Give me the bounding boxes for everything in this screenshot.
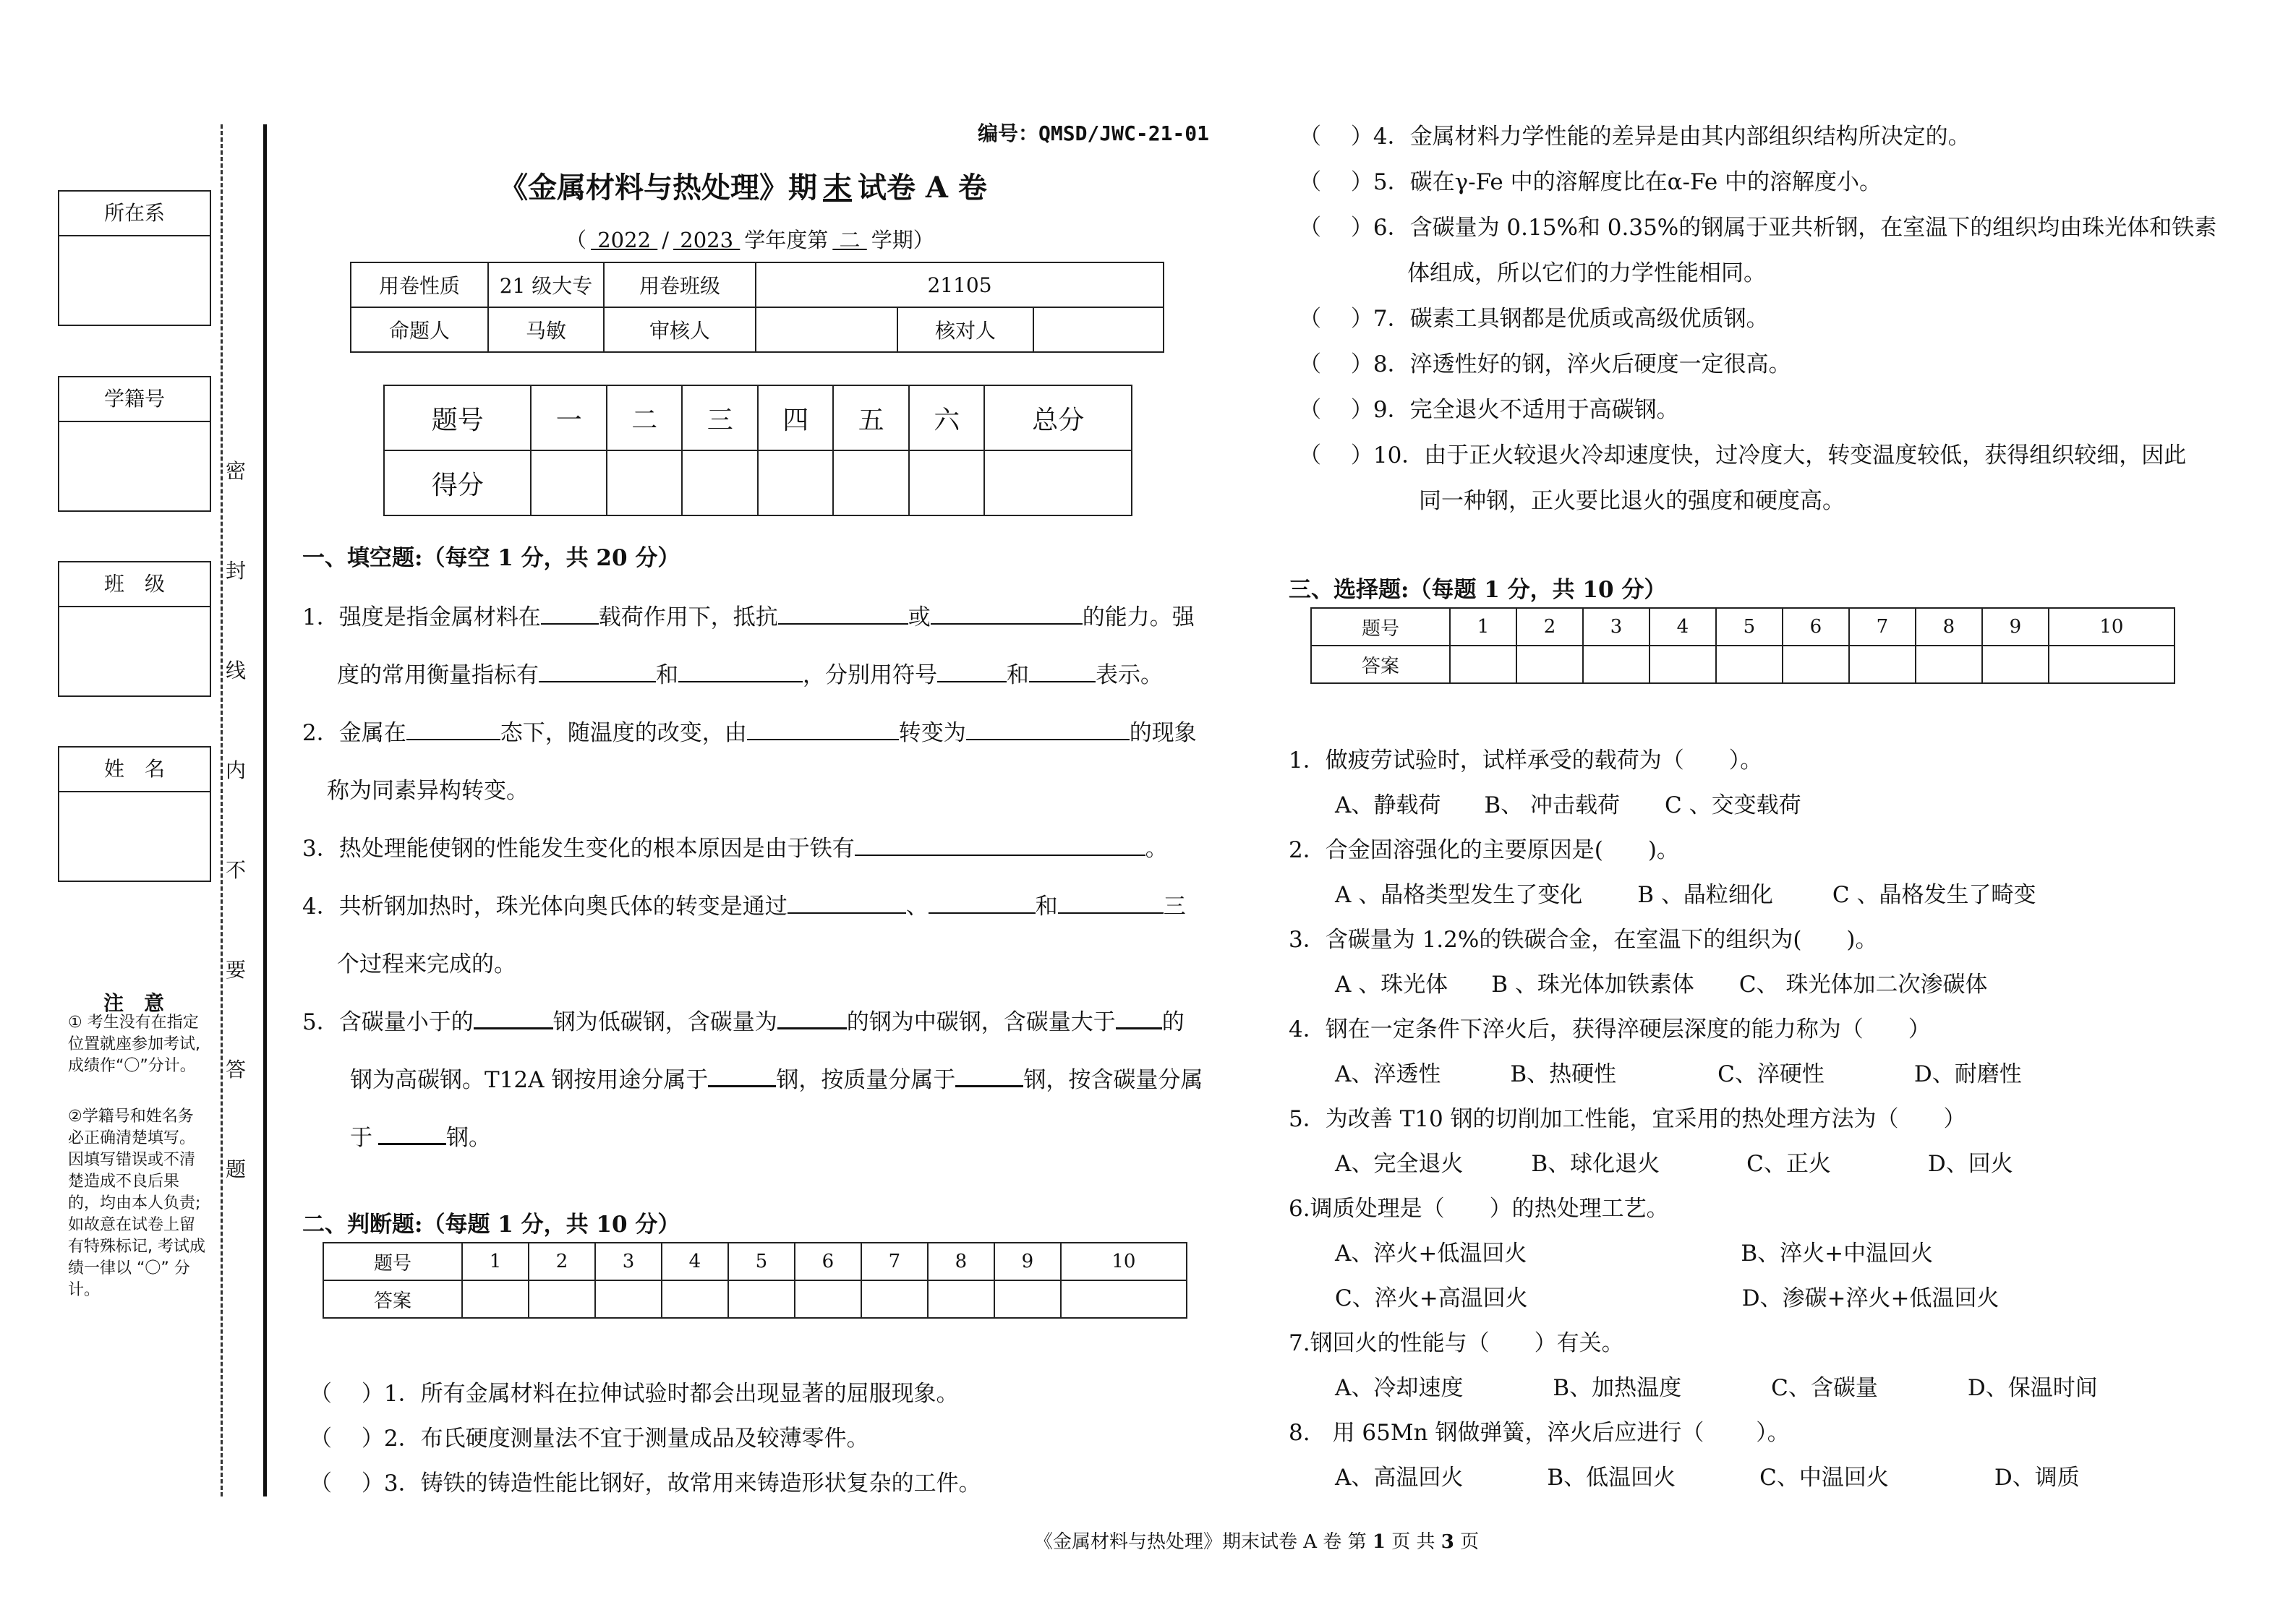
mc-head: 7 bbox=[1849, 608, 1916, 646]
mc-head: 10 bbox=[2049, 608, 2175, 646]
seal-char: 题 bbox=[226, 1157, 247, 1181]
student-id-label: 学籍号 bbox=[59, 377, 210, 422]
blank-field[interactable] bbox=[788, 894, 906, 914]
mc-head: 5 bbox=[1716, 608, 1783, 646]
page-number: 1 bbox=[1372, 1531, 1386, 1553]
tf-head: 6 bbox=[795, 1243, 861, 1280]
info-label: 命题人 bbox=[351, 307, 488, 352]
score-head: 三 bbox=[682, 385, 758, 450]
footer-prefix: 《金属材料与热处理》期末试卷 A 卷 第 bbox=[1034, 1531, 1367, 1553]
tf-head: 3 bbox=[595, 1243, 662, 1280]
tf-answer-cell[interactable] bbox=[795, 1280, 861, 1318]
exam-title bbox=[499, 165, 987, 206]
binding-solid-line bbox=[263, 124, 267, 1496]
year-slash: / bbox=[662, 228, 670, 252]
score-cell[interactable] bbox=[984, 450, 1132, 515]
seal-char: 要 bbox=[226, 958, 247, 982]
mc-answer-label: 答案 bbox=[1311, 646, 1450, 683]
department-label: 所在系 bbox=[59, 192, 210, 236]
tf-item-9: （ ）9．完全退火不适用于高碳钢。 bbox=[1299, 397, 1679, 423]
score-head: 总分 bbox=[984, 385, 1132, 450]
mc-head: 2 bbox=[1516, 608, 1583, 646]
tf-answer-cell[interactable] bbox=[595, 1280, 662, 1318]
score-table bbox=[383, 385, 1132, 516]
q2-line-b: 称为同素异构转变。 bbox=[327, 778, 529, 804]
tf-item-6-cont: 体组成，所以它们的力学性能相同。 bbox=[1407, 260, 1766, 286]
title-suffix: 试卷 A 卷 bbox=[858, 171, 987, 205]
q5-line-a: 5．含碳量小于的 钢为低碳钢，含碳量为 的钢为中碳钢，含碳量大于 的 bbox=[302, 1009, 1185, 1035]
name-label: 姓 名 bbox=[59, 748, 210, 792]
page-footer bbox=[1034, 1527, 1479, 1554]
section-1-title: 一、填空题:（每空 1 分，共 20 分） bbox=[302, 545, 680, 571]
info-label: 用卷性质 bbox=[351, 262, 488, 307]
mc-head: 6 bbox=[1783, 608, 1849, 646]
blank-field[interactable] bbox=[678, 662, 803, 682]
tf-answer-cell[interactable] bbox=[662, 1280, 728, 1318]
score-head: 题号 bbox=[384, 385, 531, 450]
mc-answer-cell[interactable] bbox=[2049, 646, 2175, 683]
tf-head: 4 bbox=[662, 1243, 728, 1280]
mc-answer-cell[interactable] bbox=[1849, 646, 1916, 683]
tf-item-3: （ ）3．铸铁的铸造性能比钢好，故常用来铸造形状复杂的工件。 bbox=[310, 1470, 981, 1496]
name-field[interactable] bbox=[59, 792, 210, 881]
mc-options-5: A、完全退火 B、球化退火 C、正火 D、回火 bbox=[1335, 1151, 2013, 1177]
title-prefix: 《金属材料与热处理》期 bbox=[499, 171, 817, 205]
tf-answer-cell[interactable] bbox=[462, 1280, 529, 1318]
seal-dashed-line bbox=[221, 124, 223, 1496]
year-start: 2022 bbox=[591, 228, 658, 252]
score-cell[interactable] bbox=[833, 450, 909, 515]
q3-line: 3．热处理能使钢的性能发生变化的根本原因是由于铁有 。 bbox=[302, 836, 1168, 862]
score-cell[interactable] bbox=[607, 450, 683, 515]
score-head: 二 bbox=[607, 385, 683, 450]
tf-answer-cell[interactable] bbox=[728, 1280, 795, 1318]
page-total: 3 bbox=[1441, 1531, 1454, 1553]
mc-options-6a: A、淬火+低温回火 B、淬火+中温回火 bbox=[1335, 1241, 1934, 1267]
score-cell[interactable] bbox=[531, 450, 607, 515]
q1-line-b: 度的常用衡量指标有 和 ，分别用符号 和 表示。 bbox=[337, 662, 1163, 688]
info-value: 21 级大专 bbox=[488, 262, 604, 307]
mc-head: 4 bbox=[1650, 608, 1716, 646]
tf-head: 5 bbox=[728, 1243, 795, 1280]
blank-field[interactable] bbox=[406, 720, 500, 740]
info-value: 马敏 bbox=[488, 307, 604, 352]
score-head: 四 bbox=[758, 385, 834, 450]
student-id-box bbox=[58, 376, 211, 512]
score-head: 六 bbox=[909, 385, 985, 450]
tf-answer-cell[interactable] bbox=[861, 1280, 928, 1318]
mc-answer-cell[interactable] bbox=[1982, 646, 2049, 683]
blank-field[interactable] bbox=[929, 894, 1036, 914]
info-label: 用卷班级 bbox=[604, 262, 756, 307]
blank-field[interactable] bbox=[855, 836, 1145, 856]
tf-item-4: （ ）4．金属材料力学性能的差异是由其内部组织结构所决定的。 bbox=[1299, 124, 1971, 150]
mc-head: 9 bbox=[1982, 608, 2049, 646]
blank-field[interactable] bbox=[931, 604, 1083, 625]
year-mid: 学年度第 bbox=[744, 228, 829, 252]
mc-answer-cell[interactable] bbox=[1716, 646, 1783, 683]
mc-question-7: 7.钢回火的性能与（ ）有关。 bbox=[1289, 1330, 1624, 1356]
document-code: 编号：QMSD/JWC-21-01 bbox=[978, 121, 1210, 145]
tf-item-1: （ ）1．所有金属材料在拉伸试验时都会出现显著的屈服现象。 bbox=[310, 1381, 959, 1407]
class-field[interactable] bbox=[59, 607, 210, 695]
tf-head: 题号 bbox=[323, 1243, 462, 1280]
score-cell[interactable] bbox=[682, 450, 758, 515]
tf-answer-label: 答案 bbox=[323, 1280, 462, 1318]
year-close: 学期） bbox=[871, 228, 934, 252]
exam-info-table bbox=[350, 262, 1164, 353]
seal-char: 封 bbox=[226, 559, 247, 583]
seal-char: 线 bbox=[226, 659, 247, 682]
mc-answer-cell[interactable] bbox=[1650, 646, 1716, 683]
department-box bbox=[58, 190, 211, 326]
blank-field[interactable] bbox=[708, 1066, 776, 1087]
notice-item-2: ②学籍号和姓名务必正确清楚填写。因填写错误或不清楚造成不良后果的，均由本人负责;如故意在试卷上留有特殊标记, 考试成绩一律以 “〇” 分计。 bbox=[68, 1108, 205, 1299]
blank-field[interactable] bbox=[955, 1066, 1023, 1087]
info-label: 审核人 bbox=[604, 307, 756, 352]
tf-head: 10 bbox=[1061, 1243, 1187, 1280]
mc-head: 3 bbox=[1583, 608, 1650, 646]
mc-question-3: 3．含碳量为 1.2%的铁碳合金，在室温下的组织为( )。 bbox=[1289, 927, 1878, 953]
mc-head: 1 bbox=[1450, 608, 1516, 646]
mc-options-6b: C、淬火+高温回火 D、渗碳+淬火+低温回火 bbox=[1335, 1285, 2000, 1311]
mc-question-2: 2．合金固溶强化的主要原因是( )。 bbox=[1289, 837, 1679, 863]
notice-title: 注 意 bbox=[103, 991, 164, 1015]
mc-answer-table bbox=[1310, 607, 2175, 684]
tf-head: 2 bbox=[529, 1243, 595, 1280]
tf-answer-cell[interactable] bbox=[1061, 1280, 1187, 1318]
mc-answer-cell[interactable] bbox=[1516, 646, 1583, 683]
reviewer-field[interactable] bbox=[756, 307, 897, 352]
blank-field[interactable] bbox=[474, 1009, 553, 1029]
blank-field[interactable] bbox=[937, 662, 1007, 682]
score-cell[interactable] bbox=[758, 450, 834, 515]
blank-field[interactable] bbox=[1058, 894, 1164, 914]
blank-field[interactable] bbox=[1116, 1009, 1162, 1029]
tf-item-6: （ ）6．含碳量为 0.15%和 0.35%的钢属于亚共析钢，在室温下的组织均由珠光体和铁素 bbox=[1299, 215, 2217, 241]
tf-item-7: （ ）7．碳素工具钢都是优质或高级优质钢。 bbox=[1299, 306, 1769, 332]
tf-answer-table bbox=[323, 1242, 1187, 1319]
name-box bbox=[58, 746, 211, 882]
q4-line-a: 4．共析钢加热时，珠光体向奥氏体的转变是通过 、 和 三 bbox=[302, 894, 1186, 920]
mc-options-3: A 、珠光体 B 、珠光体加铁素体 C、 珠光体加二次渗碳体 bbox=[1335, 972, 1988, 998]
mc-answer-cell[interactable] bbox=[1450, 646, 1516, 683]
q5-line-b: 钢为高碳钢。T12A 钢按用途分属于 钢，按质量分属于 钢，按含碳量分属 bbox=[350, 1067, 1203, 1093]
seal-char: 不 bbox=[226, 858, 247, 882]
q4-line-b: 个过程来完成的。 bbox=[337, 951, 516, 977]
student-id-field[interactable] bbox=[59, 422, 210, 510]
info-value: 21105 bbox=[756, 262, 1164, 307]
mc-answer-cell[interactable] bbox=[1916, 646, 1982, 683]
department-field[interactable] bbox=[59, 236, 210, 325]
title-term: 末 bbox=[823, 171, 852, 205]
blank-field[interactable] bbox=[539, 662, 656, 682]
tf-answer-cell[interactable] bbox=[529, 1280, 595, 1318]
mc-options-1: A、静载荷 B、 冲击载荷 C 、交变载荷 bbox=[1335, 792, 1801, 818]
mc-options-2: A 、晶格类型发生了变化 B 、晶粒细化 C 、晶格发生了畸变 bbox=[1335, 882, 2036, 908]
mc-question-1: 1．做疲劳试验时，试样承受的载荷为（ ）。 bbox=[1289, 748, 1763, 774]
tf-item-10: （ ）10．由于正火较退火冷却速度快，过冷度大，转变温度较低，获得组织较细，因此 bbox=[1299, 442, 2187, 468]
tf-head: 7 bbox=[861, 1243, 928, 1280]
class-label: 班 级 bbox=[59, 562, 210, 607]
tf-head: 1 bbox=[462, 1243, 529, 1280]
blank-field[interactable] bbox=[966, 720, 1130, 740]
q5-line-c: 于 钢。 bbox=[350, 1125, 491, 1151]
tf-item-10-cont: 同一种钢，正火要比退火的强度和硬度高。 bbox=[1419, 488, 1845, 514]
tf-item-8: （ ）8．淬透性好的钢，淬火后硬度一定很高。 bbox=[1299, 351, 1791, 377]
blank-field[interactable] bbox=[1029, 662, 1096, 682]
mc-question-6: 6.调质处理是（ ）的热处理工艺。 bbox=[1289, 1196, 1669, 1222]
class-box bbox=[58, 561, 211, 697]
mc-answer-cell[interactable] bbox=[1783, 646, 1849, 683]
score-head: 五 bbox=[833, 385, 909, 450]
tf-answer-cell[interactable] bbox=[994, 1280, 1061, 1318]
notice-item-1: ① 考生没有在指定位置就座参加考试,成绩作“〇”分计。 bbox=[68, 1014, 200, 1075]
score-cell[interactable] bbox=[909, 450, 985, 515]
tf-head: 9 bbox=[994, 1243, 1061, 1280]
mc-question-5: 5．为改善 T10 钢的切削加工性能，宜采用的热处理方法为（ ） bbox=[1289, 1106, 1966, 1132]
year-end: 2023 bbox=[673, 228, 741, 252]
mc-options-7: A、冷却速度 B、加热温度 C、含碳量 D、保温时间 bbox=[1335, 1375, 2098, 1401]
mc-question-8: 8. 用 65Mn 钢做弹簧，淬火后应进行（ ）。 bbox=[1289, 1420, 1790, 1446]
seal-char: 密 bbox=[226, 459, 247, 483]
mc-question-4: 4．钢在一定条件下淬火后，获得淬硬层深度的能力称为（ ） bbox=[1289, 1016, 1931, 1042]
academic-year bbox=[566, 224, 934, 254]
year-open: （ bbox=[566, 228, 587, 252]
mc-options-8: A、高温回火 B、低温回火 C、中温回火 D、调质 bbox=[1335, 1465, 2080, 1491]
blank-field[interactable] bbox=[777, 1009, 847, 1029]
blank-field[interactable] bbox=[778, 604, 908, 625]
info-label: 核对人 bbox=[897, 307, 1033, 352]
tf-head: 8 bbox=[928, 1243, 994, 1280]
mc-head: 题号 bbox=[1311, 608, 1450, 646]
score-row-label: 得分 bbox=[384, 450, 531, 515]
seal-char: 内 bbox=[226, 758, 247, 782]
section-2-title: 二、判断题:（每题 1 分，共 10 分） bbox=[302, 1212, 680, 1238]
blank-field[interactable] bbox=[541, 604, 599, 625]
tf-item-5: （ ）5．碳在γ-Fe 中的溶解度比在α-Fe 中的溶解度小。 bbox=[1299, 169, 1882, 195]
term-number: 二 bbox=[832, 228, 867, 252]
seal-char: 答 bbox=[226, 1058, 247, 1082]
section-3-title: 三、选择题:（每题 1 分，共 10 分） bbox=[1289, 577, 1667, 603]
footer-suffix: 页 bbox=[1460, 1531, 1480, 1553]
checker-field[interactable] bbox=[1033, 307, 1164, 352]
mc-options-4: A、淬透性 B、热硬性 C、淬硬性 D、耐磨性 bbox=[1335, 1061, 2022, 1087]
tf-item-2: （ ）2．布氏硬度测量法不宜于测量成品及较薄零件。 bbox=[310, 1426, 869, 1452]
footer-mid: 页 共 bbox=[1391, 1531, 1435, 1553]
q2-line-a: 2．金属在 态下，随温度的改变，由 转变为 的现象 bbox=[302, 720, 1197, 746]
tf-answer-cell[interactable] bbox=[928, 1280, 994, 1318]
mc-answer-cell[interactable] bbox=[1583, 646, 1650, 683]
blank-field[interactable] bbox=[378, 1124, 446, 1145]
blank-field[interactable] bbox=[747, 720, 899, 740]
score-head: 一 bbox=[531, 385, 607, 450]
q1-line-a: 1．强度是指金属材料在 载荷作用下，抵抗 或 的能力。强 bbox=[302, 604, 1195, 630]
mc-head: 8 bbox=[1916, 608, 1982, 646]
